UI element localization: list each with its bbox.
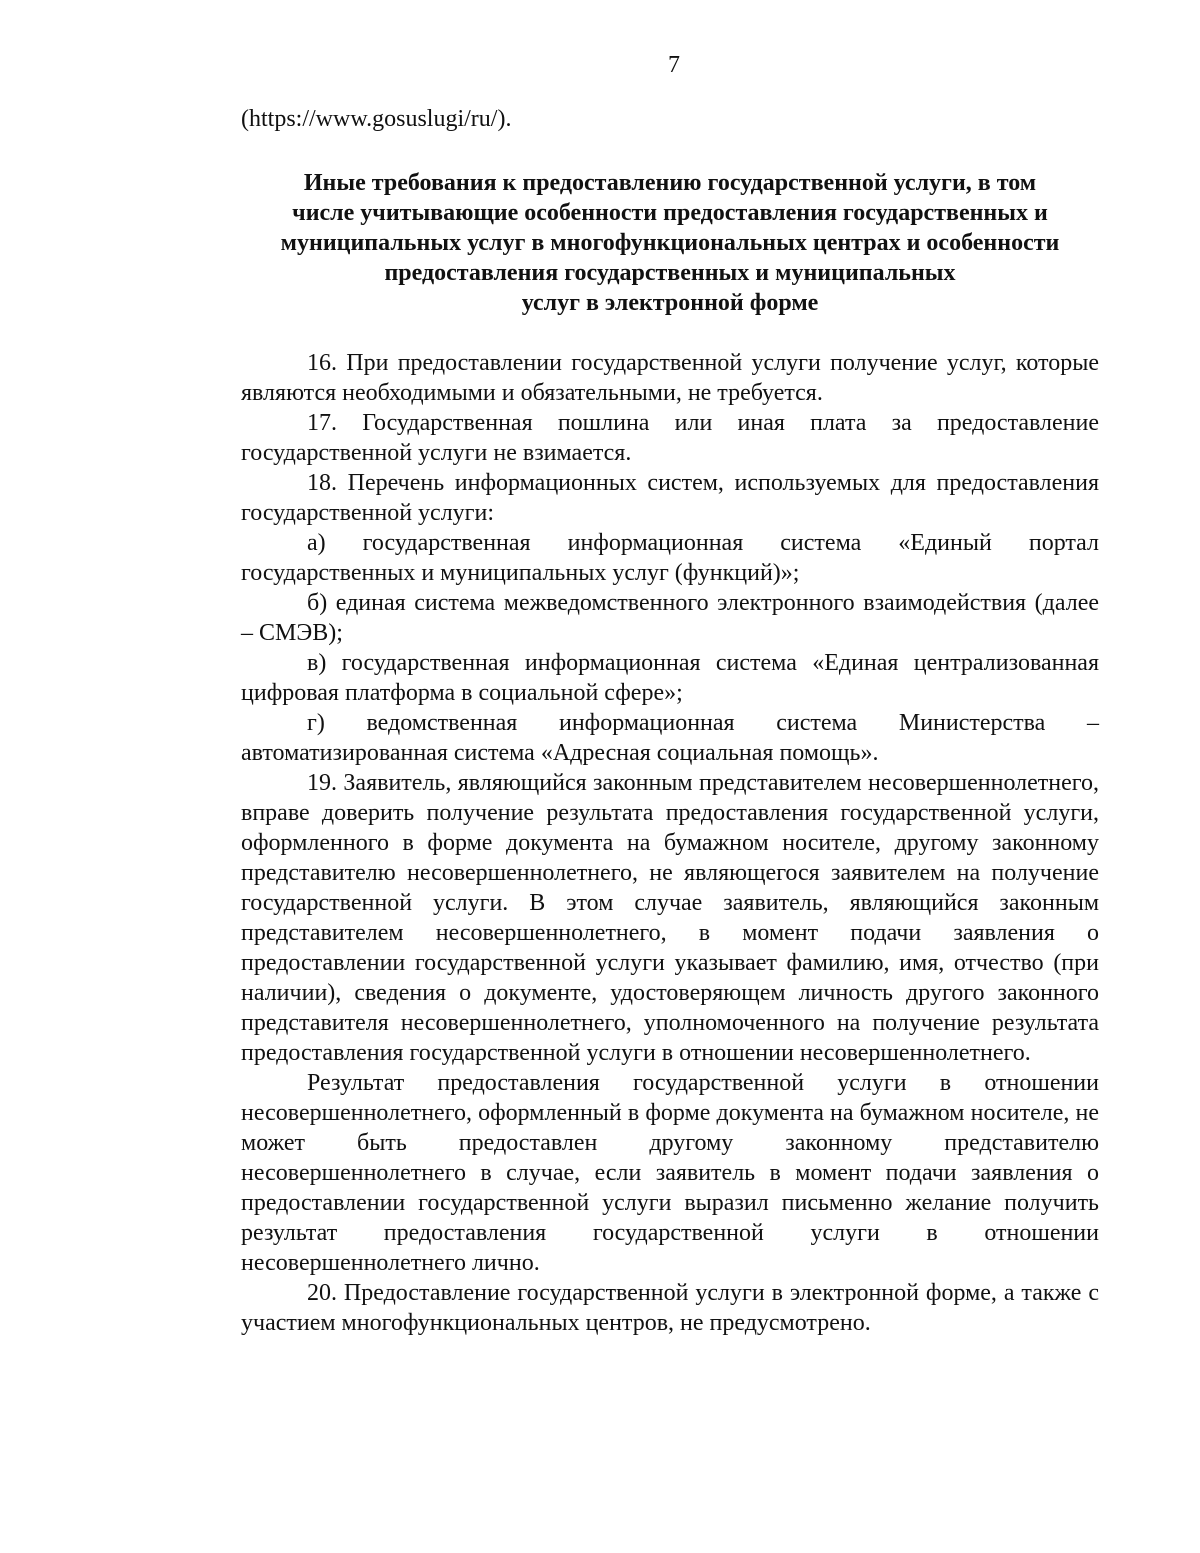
paragraph-18: 18. Перечень информационных систем, используемых для предоставления государственной услуги: [241,470,1099,526]
document-body [241,104,1099,1338]
paragraph-16: 16. При предоставлении государственной услуги получение услуг, которые являются необходимыми и обязательными, не требуется. [241,350,1099,406]
section-title-line: услуг в электронной форме [521,290,819,316]
section-title-line: предоставления государственных и муниципальных [384,260,956,286]
section-title-line: муниципальных услуг в многофункциональных центрах и особенности [280,230,1060,256]
paragraph-18-g: г) ведомственная информационная система Министерства – автоматизированная система «Адресная социальная помощь». [241,710,1099,766]
paragraph-20: 20. Предоставление государственной услуги в электронной форме, а также с участием многофункциональных центров, не предусмотрено. [241,1280,1099,1336]
url-line: (https://www.gosuslugi/ru/). [241,106,512,132]
section-title-line: Иные требования к предоставлению государственной услуги, в том [303,170,1037,196]
section-title [241,168,1099,318]
paragraph-18-a: а) государственная информационная система «Единый портал государственных и муниципальных услуг (функций)»; [241,530,1099,586]
paragraph-17: 17. Государственная пошлина или иная плата за предоставление государственной услуги не взимается. [241,410,1099,466]
section-title-line: числе учитывающие особенности предоставления государственных и [292,200,1048,226]
paragraph-19-result: Результат предоставления государственной услуги в отношении несовершеннолетнего, оформленный в форме документа на бумажном носителе, не может быть предоставлен другому законному представителю несовершеннолетнего в случае, если заявитель в момент подачи заявления о предоставлении государственной услуги выразил письменно желание получить результат предоставления государственной услуги в отношении несовершеннолетнего лично. [241,1070,1099,1276]
paragraph-18-b: б) единая система межведомственного электронного взаимодействия (далее – СМЭВ); [241,590,1099,646]
page-number: 7 [668,52,680,78]
paragraph-18-v: в) государственная информационная система «Единая централизованная цифровая платформа в социальной сфере»; [241,650,1099,706]
paragraph-19: 19. Заявитель, являющийся законным представителем несовершеннолетнего, вправе доверить получение результата предоставления государственной услуги, оформленного в форме документа на бумажном носителе, другому законному представителю несовершеннолетнего, не являющегося заявителем на получение государственной услуги. В этом случае заявитель, являющийся законным представителем несовершеннолетнего, в момент подачи заявления о предоставлении государственной услуги указывает фамилию, имя, отчество (при наличии), сведения о документе, удостоверяющем личность другого законного представителя несовершеннолетнего, уполномоченного на получение результата предоставления государственной услуги в отношении несовершеннолетнего. [241,770,1099,1066]
